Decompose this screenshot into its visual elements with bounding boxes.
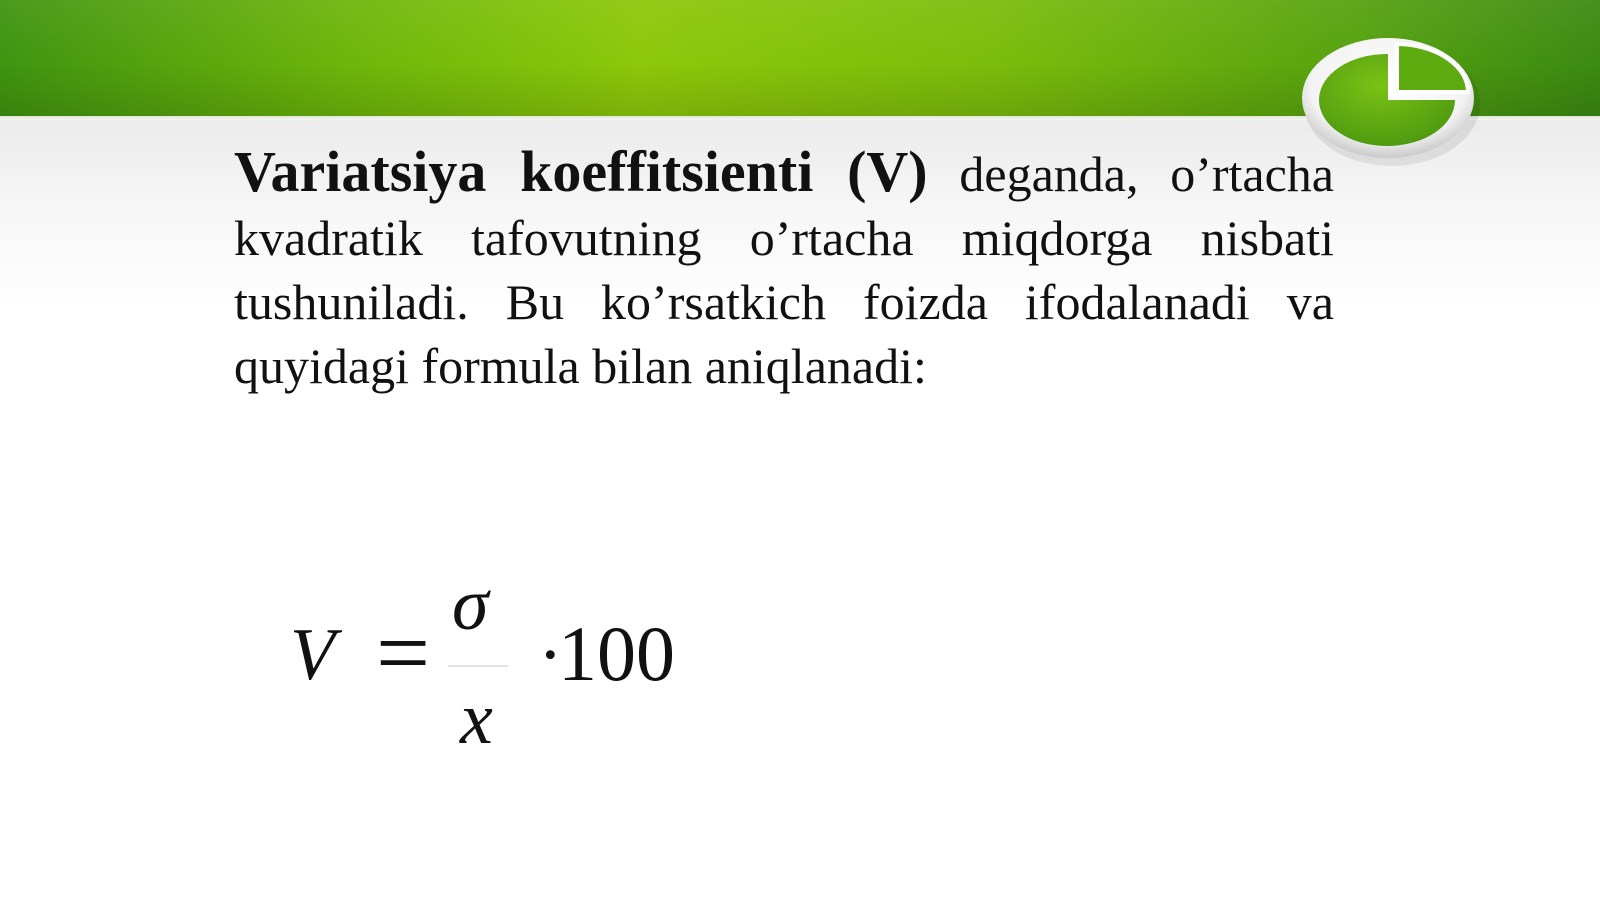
formula-numerator: σ xyxy=(452,564,489,646)
variation-coefficient-formula xyxy=(280,564,700,765)
formula-multiply: · xyxy=(538,614,563,696)
formula-lhs: V xyxy=(290,614,336,696)
term-variation-coefficient: Variatsiya koeffitsienti (V) xyxy=(234,139,928,204)
formula-denominator: x xyxy=(460,678,493,760)
definition-text xyxy=(234,140,1334,398)
definition-paragraph xyxy=(234,140,1334,398)
formula-equals: = xyxy=(376,599,431,706)
definition-body: deganda, o’rtacha kvadratik tafovutning o’rtacha miqdorga nisbati tushuniladi. Bu ko’rsatkich foizda ifodalanadi va quyidagi formula bilan aniqlanadi: xyxy=(234,146,1334,394)
formula-factor: 100 xyxy=(558,610,675,697)
fraction-bar xyxy=(448,665,508,667)
